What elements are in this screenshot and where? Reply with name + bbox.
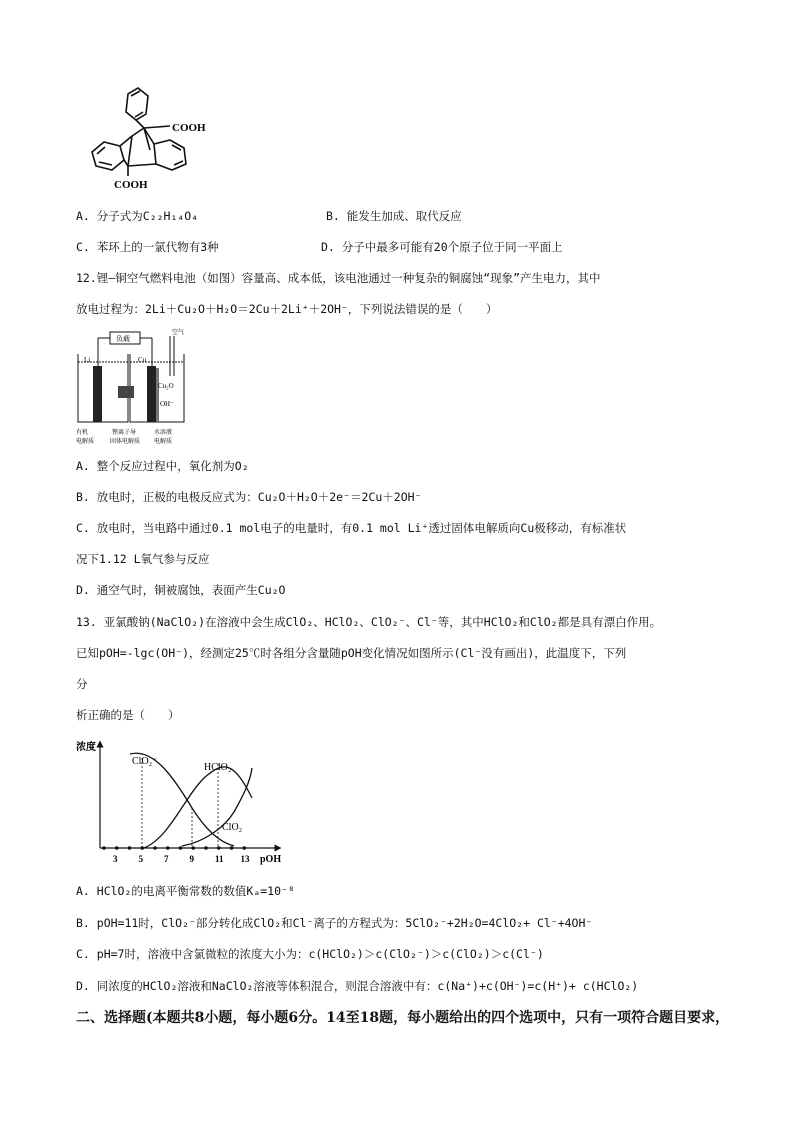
aqueous-electrolyte-label-2: 电解质	[154, 439, 173, 445]
x-axis-label: pOH	[260, 854, 282, 865]
q11-option-d: D. 分子中最多可能有20个原子位于同一平面上	[321, 240, 563, 254]
q13-option-a: A. HClO₂的电离平衡常数的数值Kₐ=10⁻⁸	[76, 884, 295, 898]
q11-option-a: A. 分子式为C₂₂H₁₄O₄	[76, 209, 199, 223]
q12-stem-line2: 放电过程为：2Li＋Cu₂O＋H₂O＝2Cu＋2Li⁺＋2OH⁻，下列说法错误的是（ ）	[76, 302, 498, 316]
cu-label: Cu	[138, 356, 147, 364]
q12-stem-line1: 12.锂—铜空气燃料电池（如图）容量高、成本低，该电池通过一种复杂的铜腐蚀“现象”产生电力，其中	[76, 271, 601, 285]
q13-option-c: C. pH=7时，溶液中含氯微粒的浓度大小为：c(HClO₂)＞c(ClO₂⁻)＞c(ClO₂)＞c(Cl⁻)	[76, 947, 544, 961]
solid-electrolyte-label-1: 锂离子导	[112, 430, 137, 436]
x-tick-mark	[103, 847, 106, 850]
section-2-heading: 二、选择题(本题共8小题，每小题6分。14至18题，每小题给出的四个选项中，只有一项符合题目要求，	[76, 1010, 730, 1026]
solid-electrolyte-label-2: 固体电解质	[110, 439, 141, 445]
q12-option-c-line1: C. 放电时，当电路中通过0.1 mol电子的电量时，有0.1 mol Li⁺透过固体电解质向Cu极移动，有标准状	[76, 521, 627, 535]
q13-stem-line2: 已知pOH=-lgc(OH⁻)，经测定25℃时各组分含量随pOH变化情况如图所示(Cl⁻没有画出)，此温度下，下列	[76, 646, 627, 660]
series-label-clo2-minus: ClO₂⁻	[132, 756, 158, 767]
oh-label: OH⁻	[160, 400, 174, 408]
q13-option-b: B. pOH=11时，ClO₂⁻部分转化成ClO₂和Cl⁻离子的方程式为：5ClO₂⁻+2H₂O=4ClO₂+ Cl⁻+4OH⁻	[76, 916, 593, 930]
concentration-chart	[74, 738, 294, 866]
x-tick-mark	[166, 847, 169, 850]
q13-option-d: D. 同浓度的HClO₂溶液和NaClO₂溶液等体积混合，则混合溶液中有：c(Na⁺)+c(OH⁻)=c(H⁺)+ c(HClO₂)	[76, 979, 639, 993]
molecule-structure	[84, 84, 214, 196]
x-tick-label: 5	[138, 854, 143, 864]
q12-option-d: D. 通空气时，铜被腐蚀，表面产生Cu₂O	[76, 583, 286, 597]
x-tick-label: 11	[215, 854, 224, 864]
battery-diagram	[74, 326, 194, 448]
x-tick-mark	[115, 847, 118, 850]
x-tick-mark	[205, 847, 208, 850]
x-tick-label: 7	[164, 854, 169, 864]
series-label-clo2: ClO₂	[222, 822, 243, 833]
q12-option-a: A. 整个反应过程中，氧化剂为O₂	[76, 459, 249, 473]
air-label: 空气	[172, 330, 185, 336]
series-label-hclo2: HClO₂	[204, 762, 232, 773]
y-axis-label: 浓度	[76, 742, 96, 753]
organic-electrolyte-label-2: 电解质	[76, 439, 95, 445]
li-label: Li	[84, 356, 91, 364]
x-tick-mark	[154, 847, 157, 850]
q11-option-c: C. 苯环上的一氯代物有3种	[76, 240, 219, 254]
cooh-label-bottom: COOH	[114, 179, 148, 191]
q12-option-b: B. 放电时，正极的电极反应式为：Cu₂O＋H₂O＋2e⁻＝2Cu＋2OH⁻	[76, 490, 422, 504]
x-tick-mark	[230, 847, 233, 850]
cooh-label-top: COOH	[172, 122, 206, 134]
aqueous-electrolyte-label-1: 水溶液	[154, 430, 173, 436]
organic-electrolyte-label-1: 有机	[76, 430, 89, 436]
x-tick-mark	[128, 847, 131, 850]
x-tick-label: 13	[240, 854, 250, 864]
x-tick-label: 9	[189, 854, 194, 864]
x-tick-mark	[179, 847, 182, 850]
x-tick-mark	[217, 847, 220, 850]
x-tick-label: 3	[113, 854, 118, 864]
q13-stem-line1: 13. 亚氯酸钠(NaClO₂)在溶液中会生成ClO₂、HClO₂、ClO₂⁻、Cl⁻等，其中HClO₂和ClO₂都是具有漂白作用。	[76, 615, 662, 629]
x-tick-mark	[192, 847, 195, 850]
q13-stem-line4: 析正确的是（ ）	[76, 708, 180, 722]
load-label: 负载	[116, 335, 130, 343]
q13-stem-line3: 分	[76, 677, 88, 691]
cu2o-label: Cu₂O	[158, 382, 174, 390]
q11-option-b: B. 能发生加成、取代反应	[326, 209, 462, 223]
x-tick-mark	[243, 847, 246, 850]
q12-option-c-line2: 况下1.12 L氧气参与反应	[76, 552, 210, 566]
